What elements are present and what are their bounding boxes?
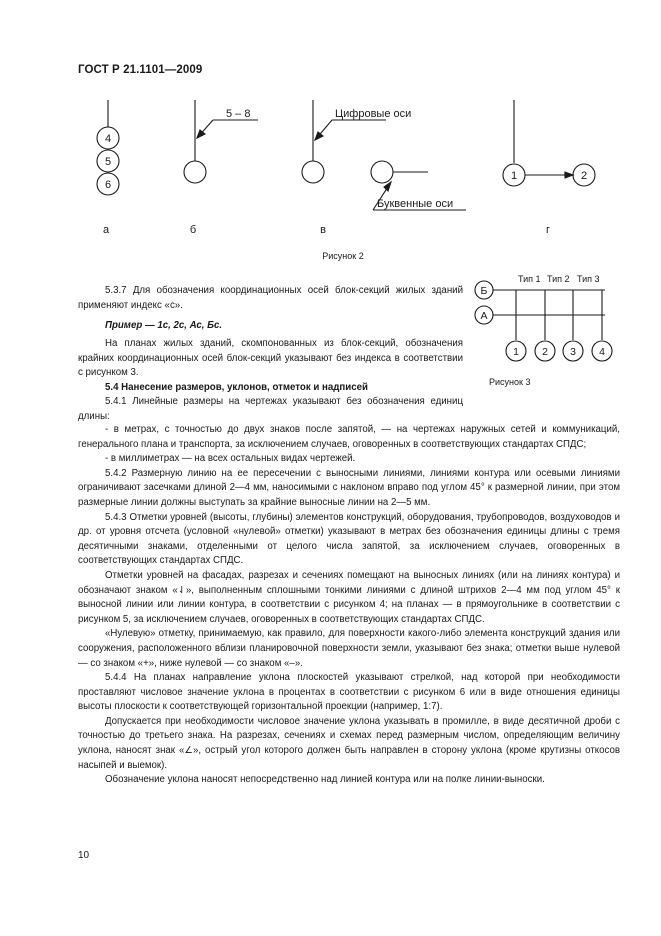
axis-number: 2	[542, 346, 548, 358]
zero-level-paragraph: «Нулевую» отметку, принимаемую, как правило, для поверхности какого-либо элемента конструкций здания или сооружения, расположенного вблизи планировочной поверхности земли, указывают без знака; отметки выше нулевой — со знаком «+», ниже нулевой — со знаком «–».	[78, 628, 620, 669]
page-number: 10	[78, 850, 90, 861]
dimension-label: 5 – 8	[226, 108, 251, 120]
axis-number: 2	[580, 170, 588, 182]
clause-5-4-4: 5.4.4 На планах направление уклона плоскостей указывают стрелкой, над которой при необходимости проставляют числовое значение уклона в процентах в соответствии с рисунком 6 или в виде отношения единицы высоты плоскости к соответствующей горизонтальной проекции (например, 1:7).	[78, 672, 620, 713]
main-text	[78, 423, 620, 788]
digital-axes-label: Цифровые оси	[335, 108, 412, 120]
axis-number: 5	[104, 156, 112, 168]
list-item-meters: - в метрах, с точностью до двух знаков после запятой, — на чертежах наружных сетей и коммуникаций, генерального плана и транспорта, за исключением случаев, оговоренных в соответствующих стандартах СПДС;	[78, 424, 620, 450]
axis-letter: Б	[480, 285, 488, 297]
list-item-millimeters: - в миллиметрах — на всех остальных видах чертежей.	[105, 453, 356, 465]
figure-2	[0, 0, 661, 270]
figure-2-caption: Рисунок 2	[322, 251, 364, 261]
axis-circle-empty	[184, 161, 206, 183]
slope-permille-paragraph: Допускается при необходимости числовое значение уклона указывать в промилле, в виде десятичной дроби с точностью до третьего знака. На разрезах, сечениях и схемах перед размерным числом, определяющим величину уклона, наносят знак «∠», острый угол которого должен быть направлен в сторону уклона (кроме крутизны откосов насыпей и выемок).	[78, 715, 620, 771]
figure-3	[465, 268, 655, 393]
axis-letter: А	[480, 310, 488, 322]
axis-number: 4	[599, 346, 605, 358]
levels-paragraph: Отметки уровней на фасадах, разрезах и сечениях помещают на выносных линиях (или на линиях контура) и обозначают знаком «⇃», выполненным сплошными тонкими линиями с длиной штрихов 2—4 мм под углом 45° к выносной линии или линии контура, в соответствии с рисунком 4; на планах — в прямоугольнике в соответствии с рисунком 5, за исключением случаев, оговоренных в соответствующих стандартах СПДС.	[78, 569, 620, 625]
figure-3-caption: Рисунок 3	[489, 377, 531, 387]
axis-number: 1	[510, 170, 518, 182]
letter-axes-label: Буквенные оси	[377, 198, 454, 210]
axis-circle-digital	[302, 161, 324, 183]
clause-5-4-3: 5.4.3 Отметки уровней (высоты, глубины) элементов конструкций, оборудования, трубопроводов, воздуховодов и др. от уровня отсчета (условной «нулевой» отметки) указывают в метрах без обозначения единицы длины с тремя десятичными знаками, отделенными от целого числа запятой, за исключением случаев, оговоренных в соответствующих стандартах СПДС.	[78, 511, 620, 567]
axis-number: 3	[570, 346, 576, 358]
panel-label: в	[320, 224, 326, 236]
axis-number: 4	[104, 133, 112, 145]
type-label: Тип 3	[577, 274, 600, 284]
plans-paragraph: На планах жилых зданий, скомпонованных из блок-секций, обозначения крайних координационных осей блок-секций указывают без индекса в соответствии с рисунком 3.	[78, 338, 463, 379]
page-header: ГОСТ Р 21.1101—2009	[78, 64, 203, 76]
axis-circle-letter	[371, 161, 393, 183]
panel-label: а	[102, 224, 110, 236]
panel-label: г	[545, 224, 551, 236]
example-line: Пример — 1с, 2с, Ас, Бс.	[105, 320, 223, 331]
type-label: Тип 1	[518, 274, 541, 284]
axis-number: 6	[104, 179, 112, 191]
axis-number: 1	[513, 346, 519, 358]
panel-label: б	[189, 224, 197, 236]
clause-5-4-2: 5.4.2 Размерную линию на ее пересечении с выносными линиями, линиями контура или осевыми линиями ограничивают засечками длиной 2—4 мм, наносимыми с наклоном вправо под углом 45° к размерной линии, при этом размерные линии должны выступать за крайние выносные линии на 2—5 мм.	[78, 467, 620, 508]
slope-placement-paragraph: Обозначение уклона наносят непосредственно над линией контура или на полке линии-выноски.	[105, 774, 545, 786]
clause-5-3-7: 5.3.7 Для обозначения координационных осей блок-секций жилых зданий применяют индекс «с».	[78, 285, 463, 311]
type-label: Тип 2	[547, 274, 570, 284]
clause-5-4-1: 5.4.1 Линейные размеры на чертежах указывают без обозначения единиц длины:	[78, 396, 463, 422]
section-5-4-heading: 5.4 Нанесение размеров, уклонов, отметок и надписей	[105, 382, 368, 393]
